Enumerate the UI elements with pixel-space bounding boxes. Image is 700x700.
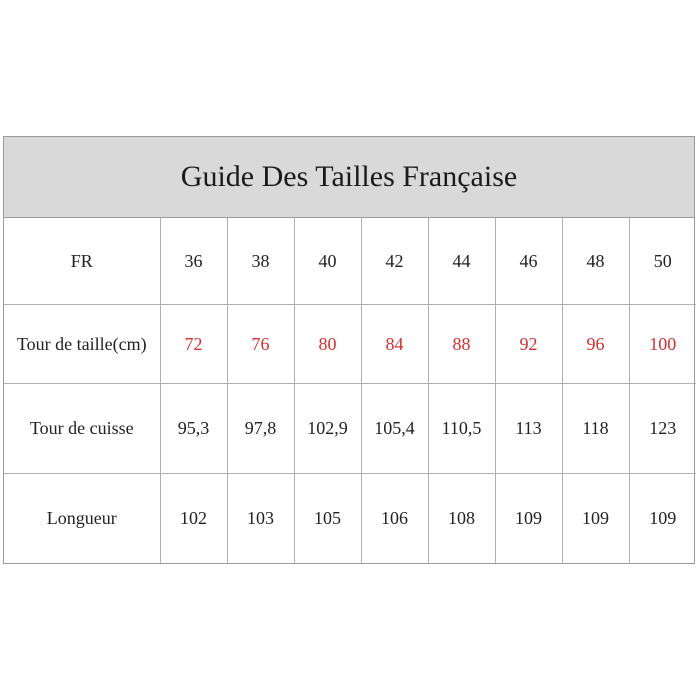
cell: 103 [227, 474, 294, 564]
cell: 48 [562, 218, 629, 305]
chart-title: Guide Des Tailles Française [4, 137, 694, 218]
row-longueur [4, 474, 696, 564]
row-label: Longueur [4, 474, 160, 564]
cell: 96 [562, 305, 629, 384]
cell: 105 [294, 474, 361, 564]
row-tour-de-taille [4, 305, 696, 384]
cell: 123 [629, 384, 696, 474]
row-label: Tour de taille(cm) [4, 305, 160, 384]
cell: 113 [495, 384, 562, 474]
cell: 95,3 [160, 384, 227, 474]
cell: 100 [629, 305, 696, 384]
size-table [4, 218, 696, 563]
cell: 105,4 [361, 384, 428, 474]
cell: 46 [495, 218, 562, 305]
cell: 76 [227, 305, 294, 384]
cell: 42 [361, 218, 428, 305]
cell: 36 [160, 218, 227, 305]
cell: 72 [160, 305, 227, 384]
cell: 50 [629, 218, 696, 305]
cell: 102 [160, 474, 227, 564]
cell: 110,5 [428, 384, 495, 474]
cell: 92 [495, 305, 562, 384]
cell: 118 [562, 384, 629, 474]
cell: 109 [495, 474, 562, 564]
size-chart [3, 136, 695, 564]
cell: 88 [428, 305, 495, 384]
cell: 97,8 [227, 384, 294, 474]
cell: 109 [562, 474, 629, 564]
cell: 44 [428, 218, 495, 305]
row-label: Tour de cuisse [4, 384, 160, 474]
cell: 106 [361, 474, 428, 564]
cell: 40 [294, 218, 361, 305]
cell: 80 [294, 305, 361, 384]
cell: 84 [361, 305, 428, 384]
cell: 102,9 [294, 384, 361, 474]
cell: 109 [629, 474, 696, 564]
row-tour-de-cuisse [4, 384, 696, 474]
row-label: FR [4, 218, 160, 305]
cell: 108 [428, 474, 495, 564]
cell: 38 [227, 218, 294, 305]
row-fr [4, 218, 696, 305]
